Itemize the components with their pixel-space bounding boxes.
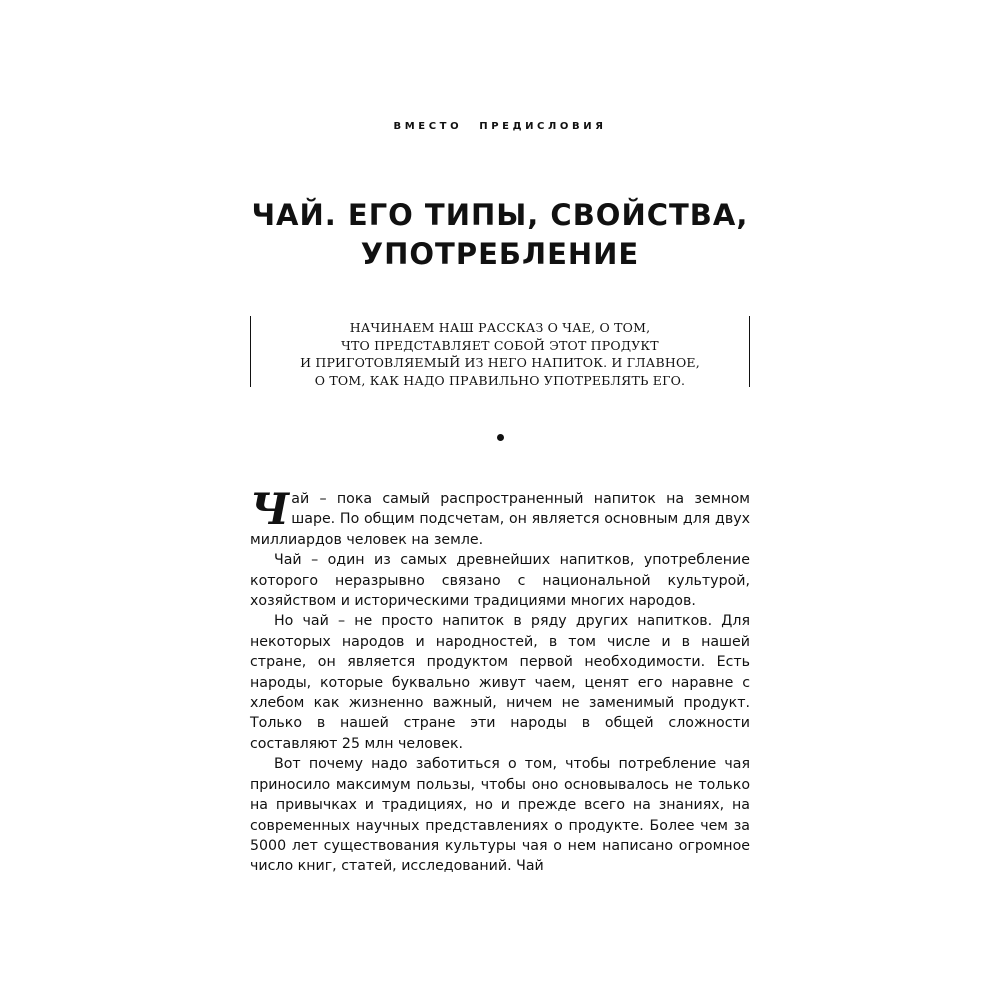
epigraph-block — [250, 316, 750, 387]
chapter-title-line-2: УПОТРЕБЛЕНИЕ — [360, 237, 640, 271]
epigraph-line-2: ЧТО ПРЕДСТАВЛЯЕТ СОБОЙ ЭТОТ ПРОДУКТ — [341, 337, 659, 353]
drop-cap: Ч — [250, 485, 290, 535]
chapter-title-line-1: ЧАЙ. ЕГО ТИПЫ, СВОЙСТВА, — [251, 198, 749, 232]
chapter-title — [0, 196, 1000, 274]
epigraph-line-3: И ПРИГОТОВЛЯЕМЫЙ ИЗ НЕГО НАПИТОК. И ГЛАВНОЕ, — [300, 355, 700, 370]
section-divider-bullet — [497, 434, 504, 441]
epigraph-text — [251, 316, 749, 389]
paragraph-2: Чай – один из самых древнейших напитков, употребление которого неразрывно связано с национальной культурой, хозяйством и историческими традициями многих народов. — [250, 552, 750, 610]
body-text — [250, 485, 750, 877]
paragraph-1-text: ай – пока самый распространенный напиток на земном шаре. По общим подсчетам, он является основным для двух миллиардов человек на земле. — [250, 491, 750, 548]
paragraph-4: Вот почему надо заботиться о том, чтобы потребление чая приносило максимум пользы, чтобы оно основывалось не только на привычках и традициях, но и прежде всего на знаниях, на современных научных представлениях о продукте. Более чем за 5000 лет существования культуры чая о нем написано огромное число книг, статей, исследований. Чай — [250, 756, 750, 875]
paragraph — [250, 485, 750, 550]
epigraph-line-4: О ТОМ, КАК НАДО ПРАВИЛЬНО УПОТРЕБЛЯТЬ ЕГО. — [314, 372, 686, 388]
paragraph-3: Но чай – не просто напиток в ряду других напитков. Для некоторых народов и народностей, в том числе и в нашей стране, он является продуктом первой необходимости. Есть народы, которые буквально живут чаем, ценят его наравне с хлебом как жизненно важный, ничем не заменимый продукт. Только в нашей стране эти народы в общей сложности составляют 25 млн человек. — [250, 613, 750, 752]
epigraph-line-1: НАЧИНАЕМ НАШ РАССКАЗ О ЧАЕ, О ТОМ, — [349, 320, 651, 335]
section-label: ВМЕСТО ПРЕДИСЛОВИЯ — [393, 121, 607, 132]
